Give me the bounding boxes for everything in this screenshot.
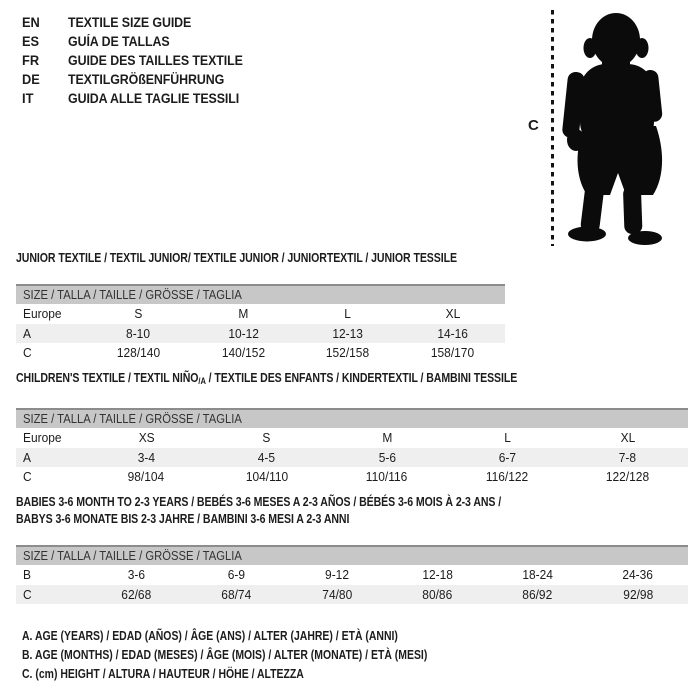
size-cell-value: 80/86 [422,586,453,602]
size-cell-value: 68/74 [221,586,252,602]
babies-textile-table [16,494,688,604]
junior-textile-table [16,250,505,363]
footnote-b: B. AGE (MONTHS) / EDAD (MESES) / ÂGE (MOIS) / ALTER (MONATE) / ETÀ (MESI) [22,648,428,662]
height-measure-label: C [528,117,539,134]
size-cell-value: L [504,430,511,445]
size-cell-value: M [238,306,249,321]
size-cell-value: 12-13 [332,325,364,341]
size-cell-value: 6-7 [498,449,517,465]
size-cell [86,467,206,487]
size-cell-value: 12-18 [421,567,453,582]
row-label [16,343,86,363]
size-cell [296,304,401,324]
size-cell [287,565,387,585]
language-row-de [22,70,258,89]
table-size-header [16,284,505,304]
baby-silhouette-icon [560,2,696,246]
size-cell-value: 92/98 [622,586,653,602]
size-cell [86,448,206,468]
size-cell-value: 6-9 [227,567,246,582]
table-size-header-label: SIZE / TALLA / TAILLE / GRÖSSE / TAGLIA [23,288,242,302]
table-title: BABYS 3-6 MONATE BIS 2-3 JAHRE / BAMBINI 3-6 MESI A 2-3 ANNI [16,512,350,526]
table-size-header [16,545,688,565]
size-cell [86,343,191,363]
size-cell [400,324,505,344]
size-cell [287,585,387,605]
size-cell [191,343,296,363]
size-cell-value: 128/140 [116,345,160,360]
row-label-text: Europe [23,430,62,445]
size-cell [186,565,286,585]
size-cell [568,428,688,448]
row-label-text: A [23,449,31,465]
size-cell [296,324,401,344]
size-cell-value: 5-6 [378,449,396,465]
row-label-text: C [23,469,32,484]
size-cell-value: 4-5 [257,449,276,465]
size-cell [327,467,447,487]
row-label-text: C [23,345,32,360]
size-cell [387,585,487,605]
size-cell-value: 158/170 [431,345,475,360]
language-row-en [22,13,258,32]
size-cell-value: 98/104 [127,469,165,484]
size-cell-value: XS [138,430,155,445]
size-cell-value: 140/152 [221,345,265,360]
childrens-textile-table [16,370,688,487]
language-list [22,13,258,108]
row-label [16,428,86,448]
row-label-text: B [23,567,31,582]
size-cell-value: 116/122 [486,469,529,484]
size-cell-value: S [134,306,143,321]
size-cell [447,467,567,487]
size-cell [206,467,326,487]
table-title: BABIES 3-6 MONTH TO 2-3 YEARS / BEBÉS 3-6 MESES A 2-3 AÑOS / BÉBÉS 3-6 MOIS À 2-3 ANS / [16,495,502,509]
footnotes [22,627,510,684]
table-row-a [16,448,688,468]
language-code: DE [22,72,40,87]
size-cell [400,304,505,324]
row-label-text: A [23,325,31,341]
size-cell-value: 3-6 [127,567,145,582]
size-cell [487,565,587,585]
size-cell-value: 14-16 [437,325,468,341]
size-cell-value: 110/116 [366,469,408,484]
size-cell [387,565,487,585]
table-row-europe [16,304,505,324]
size-cell-value: XL [620,430,636,445]
size-cell [206,448,326,468]
size-cell [186,585,286,605]
size-cell-value: 7-8 [619,449,637,465]
size-cell [86,565,186,585]
language-label: TEXTILE SIZE GUIDE [68,15,192,30]
size-cell [86,585,186,605]
language-row-es [22,32,258,51]
table-size-header-label: SIZE / TALLA / TAILLE / GRÖSSE / TAGLIA [23,549,242,563]
row-label-text: C [23,586,32,602]
size-cell-value: 104/110 [245,469,288,484]
size-cell-value: 3-4 [137,449,155,465]
size-cell-value: 18-24 [522,567,553,582]
size-cell-value: 62/68 [121,586,152,602]
language-code: FR [22,53,40,68]
row-label [16,304,86,324]
row-label [16,467,86,487]
size-cell-value: L [344,306,352,321]
height-measure-line [551,10,554,246]
size-cell-value: 24-36 [622,567,654,582]
size-cell [327,448,447,468]
table-row-c [16,585,688,605]
footnote-c: C. (cm) HEIGHT / ALTURA / HAUTEUR / HÖHE / ALTEZZA [22,667,304,681]
table-row-b [16,565,688,585]
size-cell [568,448,688,468]
size-cell-value: 9-12 [324,567,349,582]
size-cell [191,304,296,324]
table-title: CHILDREN'S TEXTILE / TEXTIL NIÑO/A / TEXTILE DES ENFANTS / KINDERTEXTIL / BAMBINI TESSILE [16,371,518,386]
row-label [16,565,86,585]
size-cell [86,428,206,448]
size-cell [588,565,688,585]
table-size-header [16,408,688,428]
size-cell-value: 152/158 [326,345,370,360]
size-cell [487,585,587,605]
size-cell [86,304,191,324]
language-label: GUIDA ALLE TAGLIE TESSILI [68,91,240,106]
table-row-c [16,343,505,363]
size-cell [568,467,688,487]
language-code: IT [22,91,34,106]
row-label [16,585,86,605]
size-cell [327,428,447,448]
language-code: ES [22,34,40,49]
size-cell [206,428,326,448]
table-row-c [16,467,688,487]
size-cell [447,428,567,448]
size-cell [191,324,296,344]
size-cell [86,324,191,344]
row-label-text: Europe [23,306,62,321]
table-row-a [16,324,505,344]
size-cell [447,448,567,468]
row-label [16,448,86,468]
size-cell-value: 86/92 [522,586,553,602]
language-label: GUIDE DES TAILLES TEXTILE [68,53,243,68]
size-cell [588,585,688,605]
size-cell-value: 74/80 [321,586,352,602]
table-title: JUNIOR TEXTILE / TEXTIL JUNIOR/ TEXTILE JUNIOR / JUNIORTEXTIL / JUNIOR TESSILE [16,251,457,265]
size-cell [296,343,401,363]
row-label [16,324,86,344]
size-cell-value: 8-10 [126,325,151,341]
language-label: TEXTILGRÖßENFÜHRUNG [68,72,225,87]
table-row-europe [16,428,688,448]
size-cell-value: M [382,430,393,445]
table-size-header-label: SIZE / TALLA / TAILLE / GRÖSSE / TAGLIA [23,412,242,426]
language-label: GUÍA DE TALLAS [68,34,170,49]
size-cell-value: S [262,430,271,445]
language-row-fr [22,51,258,70]
size-cell [400,343,505,363]
language-code: EN [22,15,40,30]
footnote-a: A. AGE (YEARS) / EDAD (AÑOS) / ÂGE (ANS) / ALTER (JAHRE) / ETÀ (ANNI) [22,629,398,643]
language-row-it [22,89,258,108]
size-cell-value: XL [445,306,460,321]
size-cell-value: 10-12 [227,325,259,341]
size-cell-value: 122/128 [606,469,650,484]
